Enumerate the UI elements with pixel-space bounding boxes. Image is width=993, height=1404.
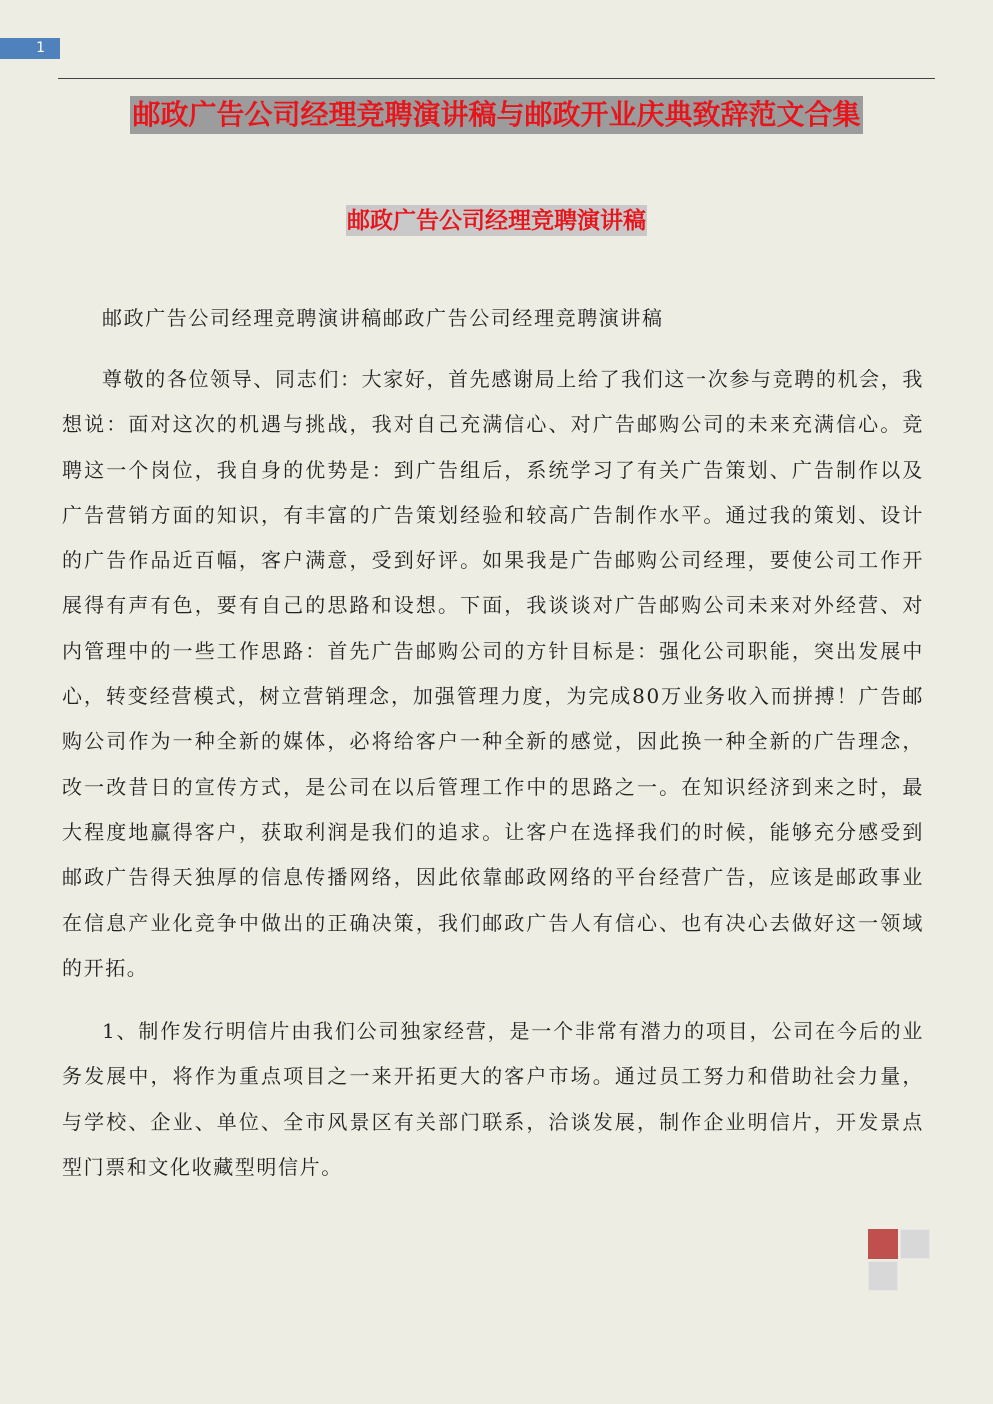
page-number-badge: 1 [0, 38, 60, 59]
main-title-container [0, 96, 993, 134]
body-paragraph-block-1 [62, 296, 924, 341]
header-divider [58, 78, 935, 79]
body-paragraph-block-3 [62, 1009, 924, 1190]
body-paragraph: 1、制作发行明信片由我们公司独家经营，是一个非常有潜力的项目，公司在今后的业务发展中，将作为重点项目之一来开拓更大的客户市场。通过员工努力和借助社会力量，与学校、企业、单位、全市风景区有关部门联系，洽谈发展，制作企业明信片，开发景点型门票和文化收藏型明信片。 [62, 1019, 924, 1179]
body-paragraph-block-2 [62, 357, 924, 991]
document-sub-title: 邮政广告公司经理竞聘演讲稿 [347, 207, 646, 234]
sub-title-container [0, 205, 993, 236]
corner-decoration-red-square [868, 1229, 898, 1259]
body-paragraph: 邮政广告公司经理竞聘演讲稿邮政广告公司经理竞聘演讲稿 [102, 306, 664, 330]
document-main-title: 邮政广告公司经理竞聘演讲稿与邮政开业庆典致辞范文合集 [130, 96, 862, 134]
corner-decoration-grey-square [900, 1229, 930, 1259]
corner-decoration-grey-square [868, 1261, 898, 1291]
body-paragraph: 尊敬的各位领导、同志们：大家好，首先感谢局上给了我们这一次参与竞聘的机会，我想说：面对这次的机遇与挑战，我对自己充满信心、对广告邮购公司的未来充满信心。竞聘这一个岗位，我自身的优势是：到广告组后，系统学习了有关广告策划、广告制作以及广告营销方面的知识，有丰富的广告策划经验和较高广告制作水平。通过我的策划、设计的广告作品近百幅，客户满意，受到好评。如果我是广告邮购公司经理，要使公司工作开展得有声有色，要有自己的思路和设想。下面，我谈谈对广告邮购公司未来对外经营、对内管理中的一些工作思路：首先广告邮购公司的方针目标是：强化公司职能，突出发展中心，转变经营模式，树立营销理念，加强管理力度，为完成80万业务收入而拼搏！广告邮购公司作为一种全新的媒体，必将给客户一种全新的感觉，因此换一种全新的广告理念，改一改昔日的宣传方式，是公司在以后管理工作中的思路之一。在知识经济到来之时，最大程度地赢得客户，获取利润是我们的追求。让客户在选择我们的时候，能够充分感受到邮政广告得天独厚的信息传播网络，因此依靠邮政网络的平台经营广告，应该是邮政事业在信息产业化竞争中做出的正确决策，我们邮政广告人有信心、也有决心去做好这一领域的开拓。 [62, 367, 924, 980]
